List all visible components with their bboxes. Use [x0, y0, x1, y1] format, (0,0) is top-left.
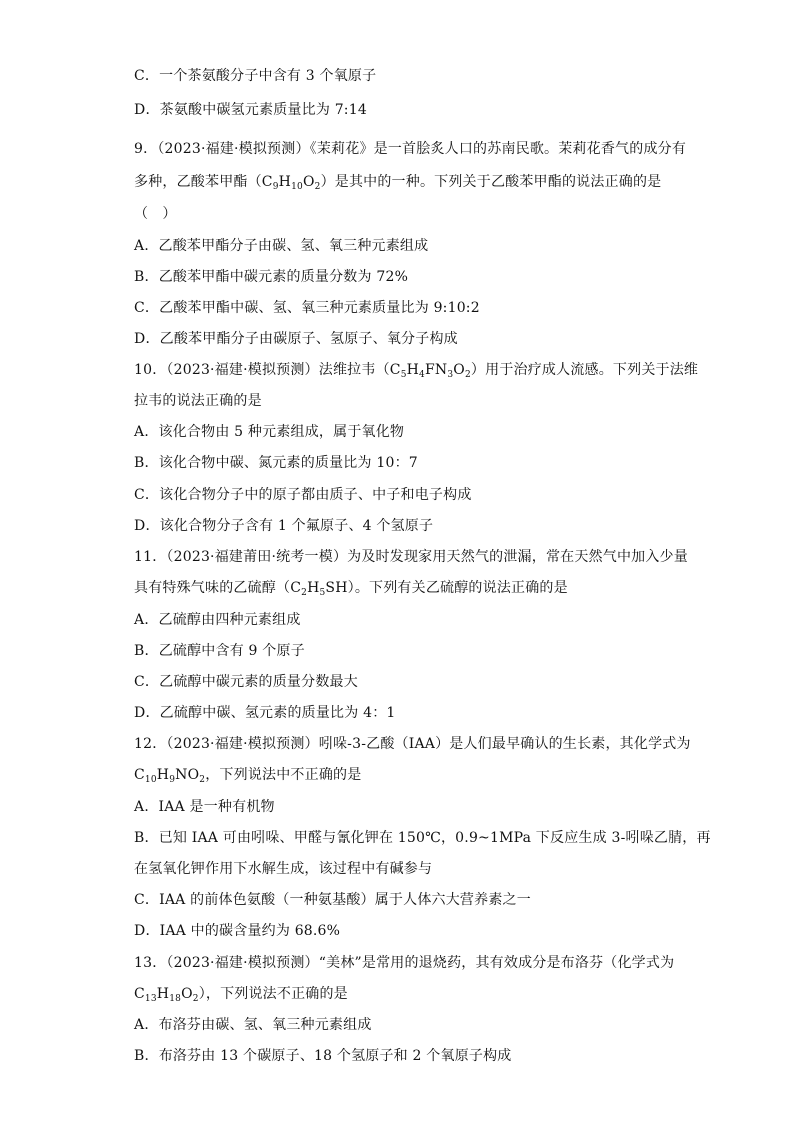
q11-stem-line1: 11．（2023·福建莆田·统考一模）为及时发现家用天然气的泄漏，常在天然气中加入少量 [134, 549, 688, 565]
q13-stem-line1: 13．（2023·福建·模拟预测）“美林”是常用的退烧药，其有效成分是布洛芬（化学式为 [134, 955, 675, 971]
q12-stem-line1: 12．（2023·福建·模拟预测）吲哚-3-乙酸（IAA）是人们最早确认的生长素，其化学式为 [134, 736, 691, 752]
q13-option-b: B．布洛芬由 13 个碳原子、18 个氢原子和 2 个氧原子构成 [134, 1048, 512, 1064]
question-number: 11 [134, 549, 153, 565]
q12-stem-line2: $C_{10}H_9NO_2$，下列说法中不正确的是 [134, 767, 362, 785]
question-number: 13 [134, 955, 153, 971]
q9-option-a: A．乙酸苯甲酯分子由碳、氢、氧三种元素组成 [134, 238, 429, 254]
q12-option-c: C．IAA 的前体色氨酸（一种氨基酸）属于人体六大营养素之一 [134, 892, 531, 908]
q13-option-a: A．布洛芬由碳、氢、氧三种元素组成 [134, 1017, 372, 1033]
question-source: （2023·福建·模拟预测） [157, 141, 310, 157]
q10-stem-line2: 拉韦的说法正确的是 [134, 393, 262, 409]
q10-stem-line1: 10．（2023·福建·模拟预测）法维拉韦$(C_5H_4FN_3O_2)$用于治疗成人流感。下列关于法维 [134, 362, 699, 380]
q11-option-b: B．乙硫醇中含有 9 个原子 [134, 643, 305, 659]
q11-stem-line2: 具有特殊气味的乙硫醇$(C_2H_5SH)$。下列有关乙硫醇的说法正确的是 [134, 580, 568, 598]
q12-option-d: D．IAA 中的碳含量约为 68.6% [134, 923, 341, 939]
q10-option-a: A．该化合物由 5 种元素组成，属于氧化物 [134, 424, 405, 440]
q9-option-c: C．乙酸苯甲酯中碳、氢、氧三种元素质量比为 9:10:2 [134, 300, 480, 316]
q12-option-b-cont: 在氢氧化钾作用下水解生成，该过程中有碱参与 [134, 861, 433, 877]
q9-answer-blank: （ ） [134, 206, 177, 222]
q12-option-b: B．已知 IAA 可由吲哚、甲醛与氰化钾在 150℃，0.9~1MPa 下反应生成 3-吲哚乙腈，再 [134, 830, 711, 846]
question-source: （2023·福建·模拟预测） [166, 955, 319, 971]
q11-option-d: D．乙硫醇中碳、氢元素的质量比为 4：1 [134, 705, 396, 721]
q11-option-a: A．乙硫醇由四种元素组成 [134, 612, 301, 628]
question-number: 10 [134, 362, 153, 378]
q9-option-d: D．乙酸苯甲酯分子由碳原子、氢原子、氧分子构成 [134, 331, 458, 347]
q9-option-b: B．乙酸苯甲酯中碳元素的质量分数为 72% [134, 269, 409, 285]
q9-stem-line1: 9．（2023·福建·模拟预测）《茉莉花》是一首脍炙人口的苏南民歌。茉莉花香气的成分有 [134, 141, 687, 157]
q9-stem-line2: 多种，乙酸苯甲酯$(C_9H_{10}O_2)$是其中的一种。下列关于乙酸苯甲酯的说法正确的是 [134, 174, 662, 192]
q10-option-d: D．该化合物分子含有 1 个氟原子、4 个氢原子 [134, 518, 434, 534]
question-source: （2023·福建·模拟预测） [166, 736, 319, 752]
q10-option-c: C．该化合物分子中的原子都由质子、中子和电子构成 [134, 487, 472, 503]
question-source: （2023·福建莆田·统考一模） [166, 549, 348, 565]
prev-option-c: C．一个茶氨酸分子中含有 3 个氧原子 [134, 68, 377, 84]
q12-option-a: A．IAA 是一种有机物 [134, 799, 275, 815]
question-number: 9 [134, 141, 144, 157]
q11-option-c: C．乙硫醇中碳元素的质量分数最大 [134, 674, 358, 690]
question-number: 12 [134, 736, 153, 752]
q10-option-b: B．该化合物中碳、氮元素的质量比为 10：7 [134, 455, 418, 471]
q13-stem-line2: $C_{13}H_{18}O_2$），下列说法不正确的是 [134, 986, 348, 1004]
prev-option-d: D．茶氨酸中碳氢元素质量比为 7:14 [134, 102, 367, 118]
question-source: （2023·福建·模拟预测） [166, 362, 319, 378]
